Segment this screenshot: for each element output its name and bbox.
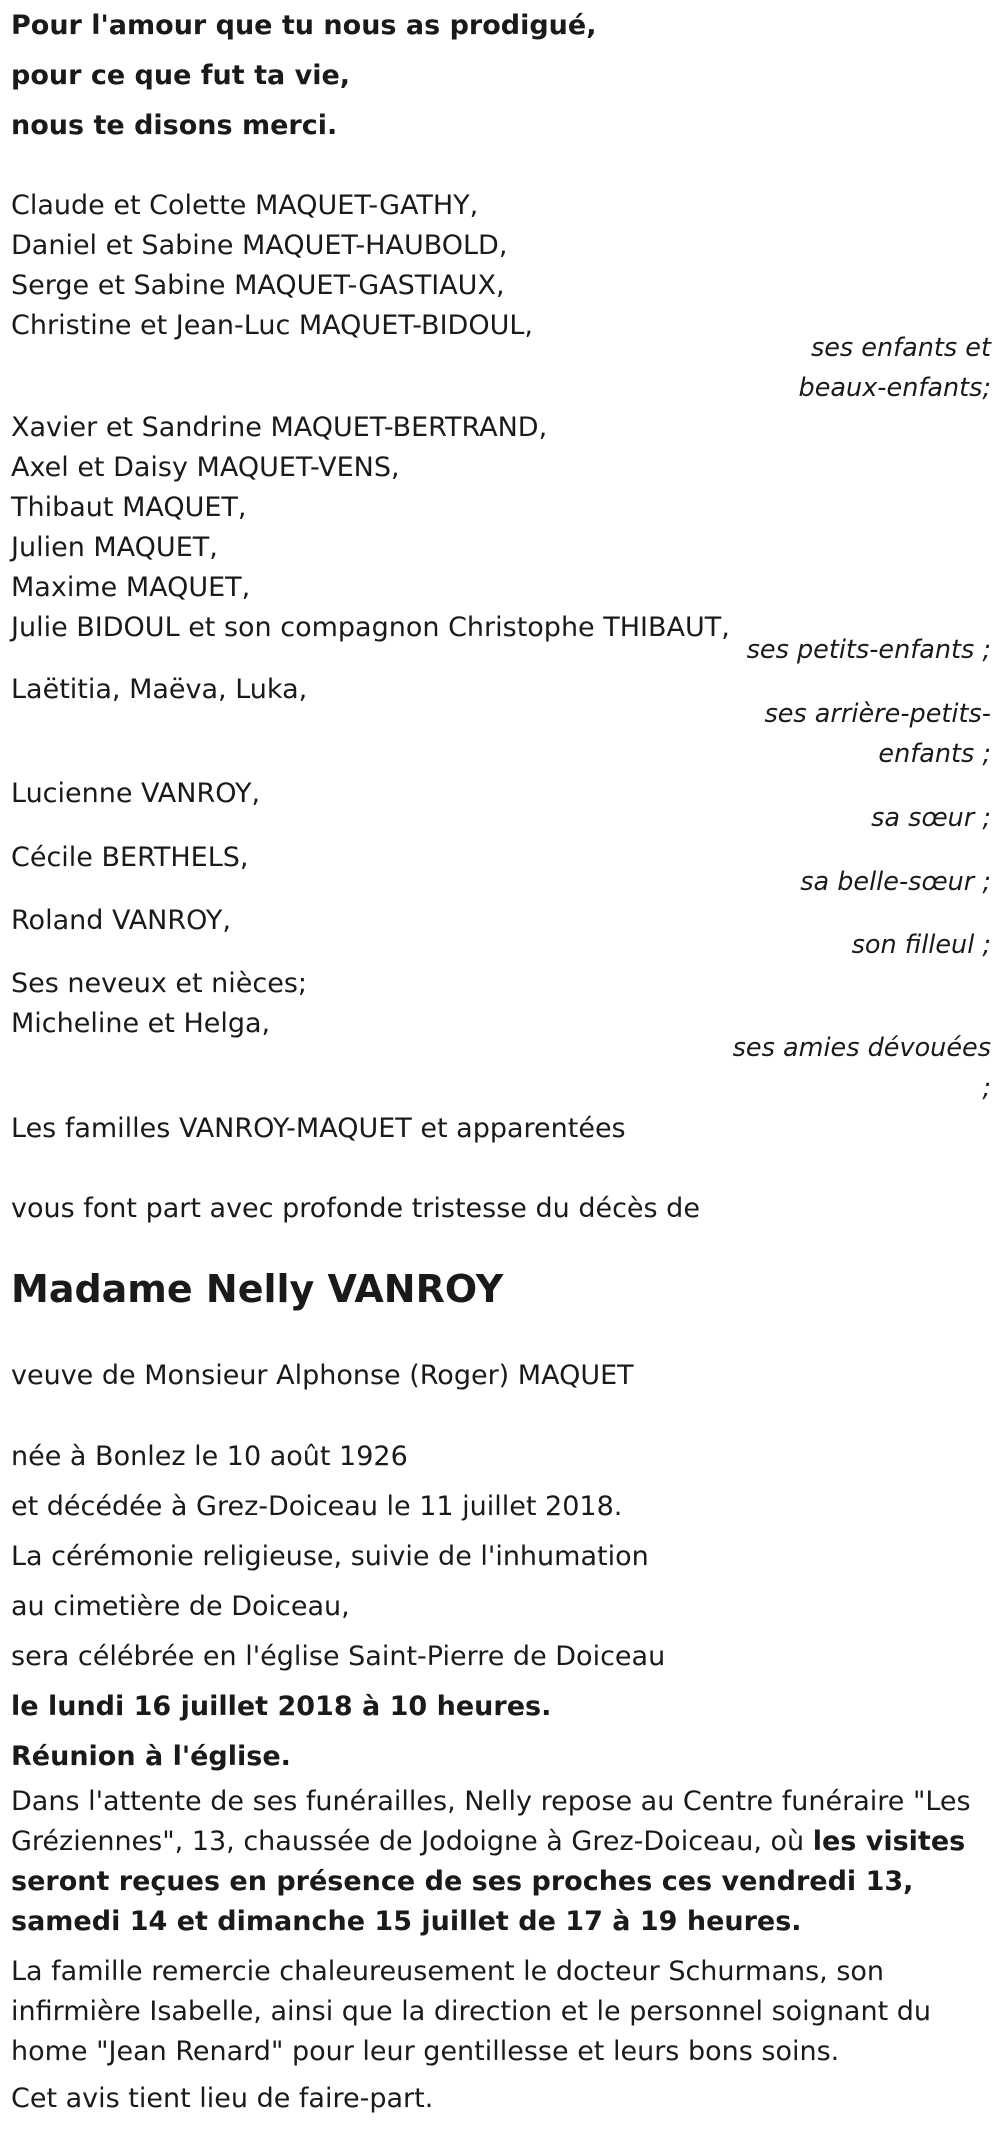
child-name: Claude et Colette MAQUET-GATHY, xyxy=(11,190,479,221)
grandchild-name: Maxime MAQUET, xyxy=(11,572,251,603)
announcement-line: vous font part avec profonde tristesse du décès de xyxy=(11,1193,700,1224)
grandchild-name: Thibaut MAQUET, xyxy=(11,492,247,523)
godson-name: Roland VANROY, xyxy=(11,905,231,936)
birth-line: née à Bonlez le 10 août 1926 xyxy=(11,1441,408,1472)
child-name: Daniel et Sabine MAQUET-HAUBOLD, xyxy=(11,230,508,261)
closing-line: Cet avis tient lieu de faire-part. xyxy=(11,2083,434,2114)
ceremony-line-1: La cérémonie religieuse, suivie de l'inhumation xyxy=(11,1541,649,1572)
sister-name: Lucienne VANROY, xyxy=(11,778,261,809)
children-relation-line-2: beaux-enfants; xyxy=(798,373,991,403)
grandchild-name: Julie BIDOUL et son compagnon Christophe THIBAUT, xyxy=(11,612,730,643)
ceremony-line-3: sera célébrée en l'église Saint-Pierre de Doiceau xyxy=(11,1641,666,1672)
child-name: Serge et Sabine MAQUET-GASTIAUX, xyxy=(11,270,505,301)
sister-in-law-name: Cécile BERTHELS, xyxy=(11,842,249,873)
visits-paragraph xyxy=(11,1782,991,1942)
great-grandchildren-relation-line-1: ses arrière-petits- xyxy=(764,699,991,729)
sister-in-law-relation: sa belle-sœur ; xyxy=(800,867,991,897)
deceased-name: Madame Nelly VANROY xyxy=(11,1267,504,1311)
meeting-line: Réunion à l'église. xyxy=(11,1741,291,1772)
opening-line-2: pour ce que fut ta vie, xyxy=(11,60,351,91)
opening-line-1: Pour l'amour que tu nous as prodigué, xyxy=(11,10,597,41)
friends-names: Micheline et Helga, xyxy=(11,1008,271,1039)
ceremony-line-2: au cimetière de Doiceau, xyxy=(11,1591,350,1622)
great-grandchildren-names: Laëtitia, Maëva, Luka, xyxy=(11,674,308,705)
great-grandchildren-relation-line-2: enfants ; xyxy=(878,739,991,769)
grandchild-name: Julien MAQUET, xyxy=(11,532,218,563)
families-line: Les familles VANROY-MAQUET et apparentées xyxy=(11,1113,626,1144)
death-line: et décédée à Grez-Doiceau le 11 juillet 2018. xyxy=(11,1491,623,1522)
godson-relation: son filleul ; xyxy=(851,930,991,960)
grandchildren-relation: ses petits-enfants ; xyxy=(746,635,991,665)
grandchild-name: Xavier et Sandrine MAQUET-BERTRAND, xyxy=(11,412,548,443)
widow-of-line: veuve de Monsieur Alphonse (Roger) MAQUET xyxy=(11,1360,634,1391)
thanks-paragraph: La famille remercie chaleureusement le docteur Schurmans, son infirmière Isabelle, ainsi que la direction et le personnel soignant du home "Jean Renard" pour leur gentillesse et leurs bons soins. xyxy=(11,1956,932,2067)
children-relation-line-1: ses enfants et xyxy=(810,333,991,363)
ceremony-date: le lundi 16 juillet 2018 à 10 heures. xyxy=(11,1691,552,1722)
child-name: Christine et Jean-Luc MAQUET-BIDOUL, xyxy=(11,310,533,341)
friends-relation-line-2: ; xyxy=(982,1073,991,1103)
visits-hours: les visites seront reçues en présence de ses proches ces vendredi 13, samedi 14 et dimanche 15 juillet de 17 à 19 heures. xyxy=(11,1826,966,1937)
friends-relation-line-1: ses amies dévouées xyxy=(732,1033,991,1063)
nephews-line: Ses neveux et nièces; xyxy=(11,968,308,999)
sister-relation: sa sœur ; xyxy=(871,803,991,833)
grandchild-name: Axel et Daisy MAQUET-VENS, xyxy=(11,452,400,483)
opening-line-3: nous te disons merci. xyxy=(11,110,338,141)
visits-intro: Dans l'attente de ses funérailles, Nelly repose au Centre funéraire "Les Gréziennes", 13, chaussée de Jodoigne à Grez-Doiceau, où xyxy=(11,1786,971,1857)
